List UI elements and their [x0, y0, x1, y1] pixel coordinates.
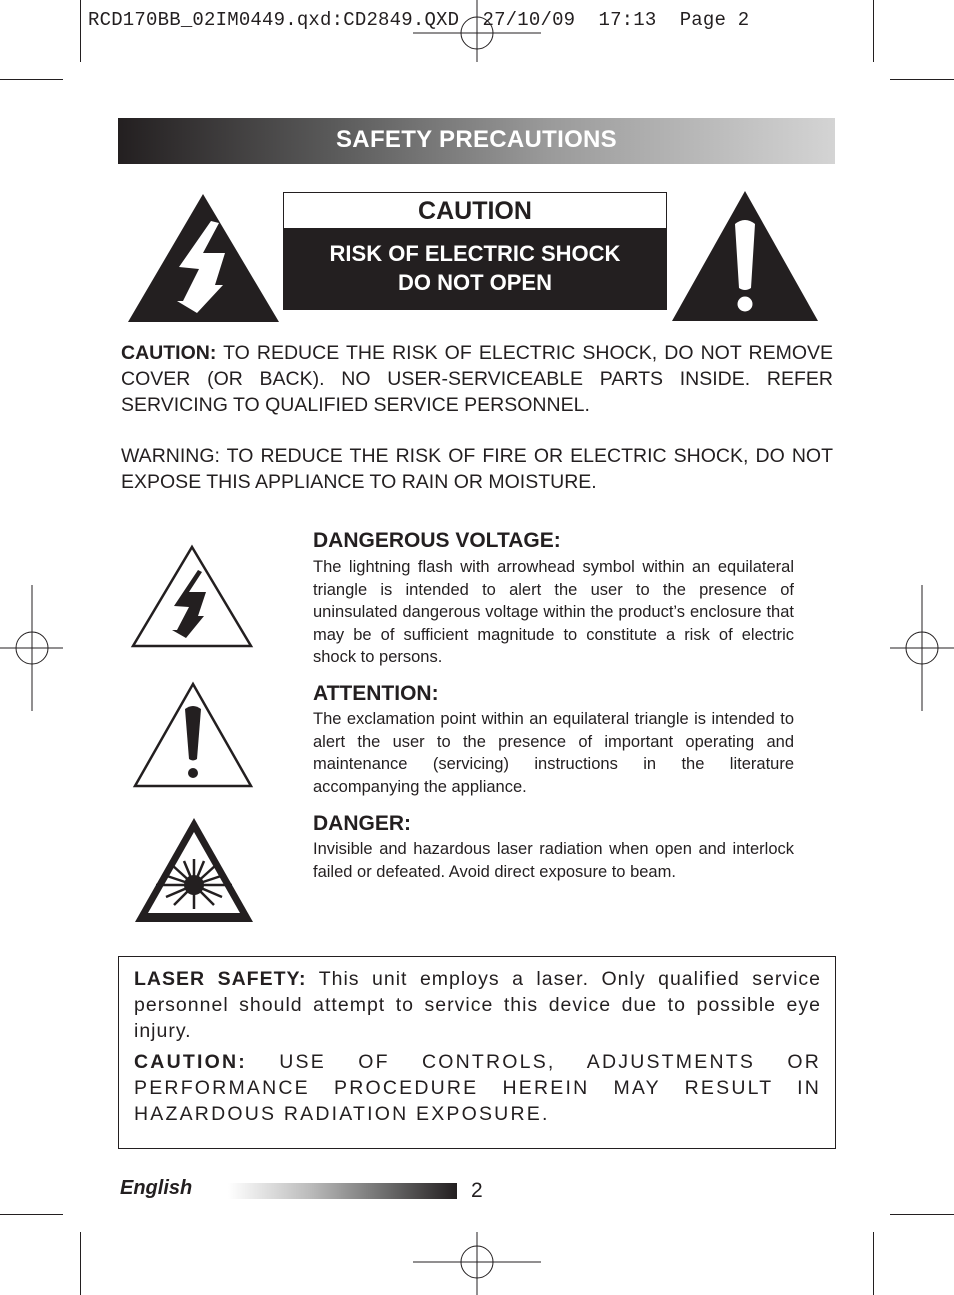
print-slug-line: RCD170BB_02IM0449.qxd:CD2849.QXD 27/10/09 17:13 Page 2 — [88, 9, 750, 31]
laser-caution-text: USE OF CONTROLS, ADJUSTMENTS OR PERFORMANCE PROCEDURE HEREIN MAY RESULT IN HAZARDOUS RADIATION EXPOSURE. — [134, 1051, 821, 1125]
caution-label-line2: DO NOT OPEN — [397, 270, 552, 295]
lightning-triangle-icon — [130, 544, 254, 649]
footer-language: English — [120, 1177, 193, 1199]
caution-paragraph-lead: CAUTION: — [121, 342, 217, 364]
attention-title: ATTENTION: — [313, 682, 439, 705]
attention-body: The exclamation point within an equilateral triangle is intended to alert the user to the presence of important operating and maintenance (servicing) instructions in the literature accompanying the appliance. — [313, 710, 794, 796]
caution-label — [283, 192, 667, 310]
danger-title: DANGER: — [313, 812, 411, 835]
exclamation-triangle-icon — [132, 681, 254, 789]
laser-triangle-icon — [132, 815, 256, 925]
section-banner — [118, 118, 835, 164]
page-title: SAFETY PRECAUTIONS — [336, 126, 617, 153]
caution-label-title: CAUTION — [418, 197, 532, 225]
warning-paragraph: WARNING: TO REDUCE THE RISK OF FIRE OR ELECTRIC SHOCK, DO NOT EXPOSE THIS APPLIANCE TO RAIN OR MOISTURE. — [121, 445, 833, 493]
dangerous-voltage-title: DANGEROUS VOLTAGE: — [313, 529, 561, 552]
laser-safety-lead: LASER SAFETY: — [134, 968, 307, 990]
danger-body: Invisible and hazardous laser radiation when open and interlock failed or defeated. Avoid direct exposure to beam. — [313, 840, 794, 881]
laser-caution-paragraph — [134, 1049, 821, 1127]
caution-paragraph-text: TO REDUCE THE RISK OF ELECTRIC SHOCK, DO NOT REMOVE COVER (OR BACK). NO USER-SERVICEABLE PARTS INSIDE. REFER SERVICING TO QUALIFIED SERVICE PERSONNEL. — [121, 342, 833, 416]
lightning-warning-icon — [127, 193, 280, 323]
laser-safety-box — [118, 956, 836, 1149]
laser-caution-lead: CAUTION: — [134, 1051, 247, 1073]
caution-label-line1: RISK OF ELECTRIC SHOCK — [329, 241, 621, 266]
footer-gradient-bar — [228, 1183, 457, 1199]
laser-safety-paragraph — [134, 966, 821, 1044]
exclamation-warning-icon — [671, 190, 819, 322]
caution-paragraph — [121, 340, 833, 418]
page-number: 2 — [471, 1179, 483, 1202]
dangerous-voltage-body: The lightning flash with arrowhead symbol within an equilateral triangle is intended to alert the user to the presence of uninsulated dangerous voltage within the product’s enclosure that may be of sufficient magnitude to constitute a risk of electric shock to persons. — [313, 558, 794, 666]
laser-safety-text: This unit employs a laser. Only qualified service personnel should attempt to service this device due to possible eye injury. — [134, 968, 821, 1042]
caution-label-warning — [284, 228, 666, 309]
